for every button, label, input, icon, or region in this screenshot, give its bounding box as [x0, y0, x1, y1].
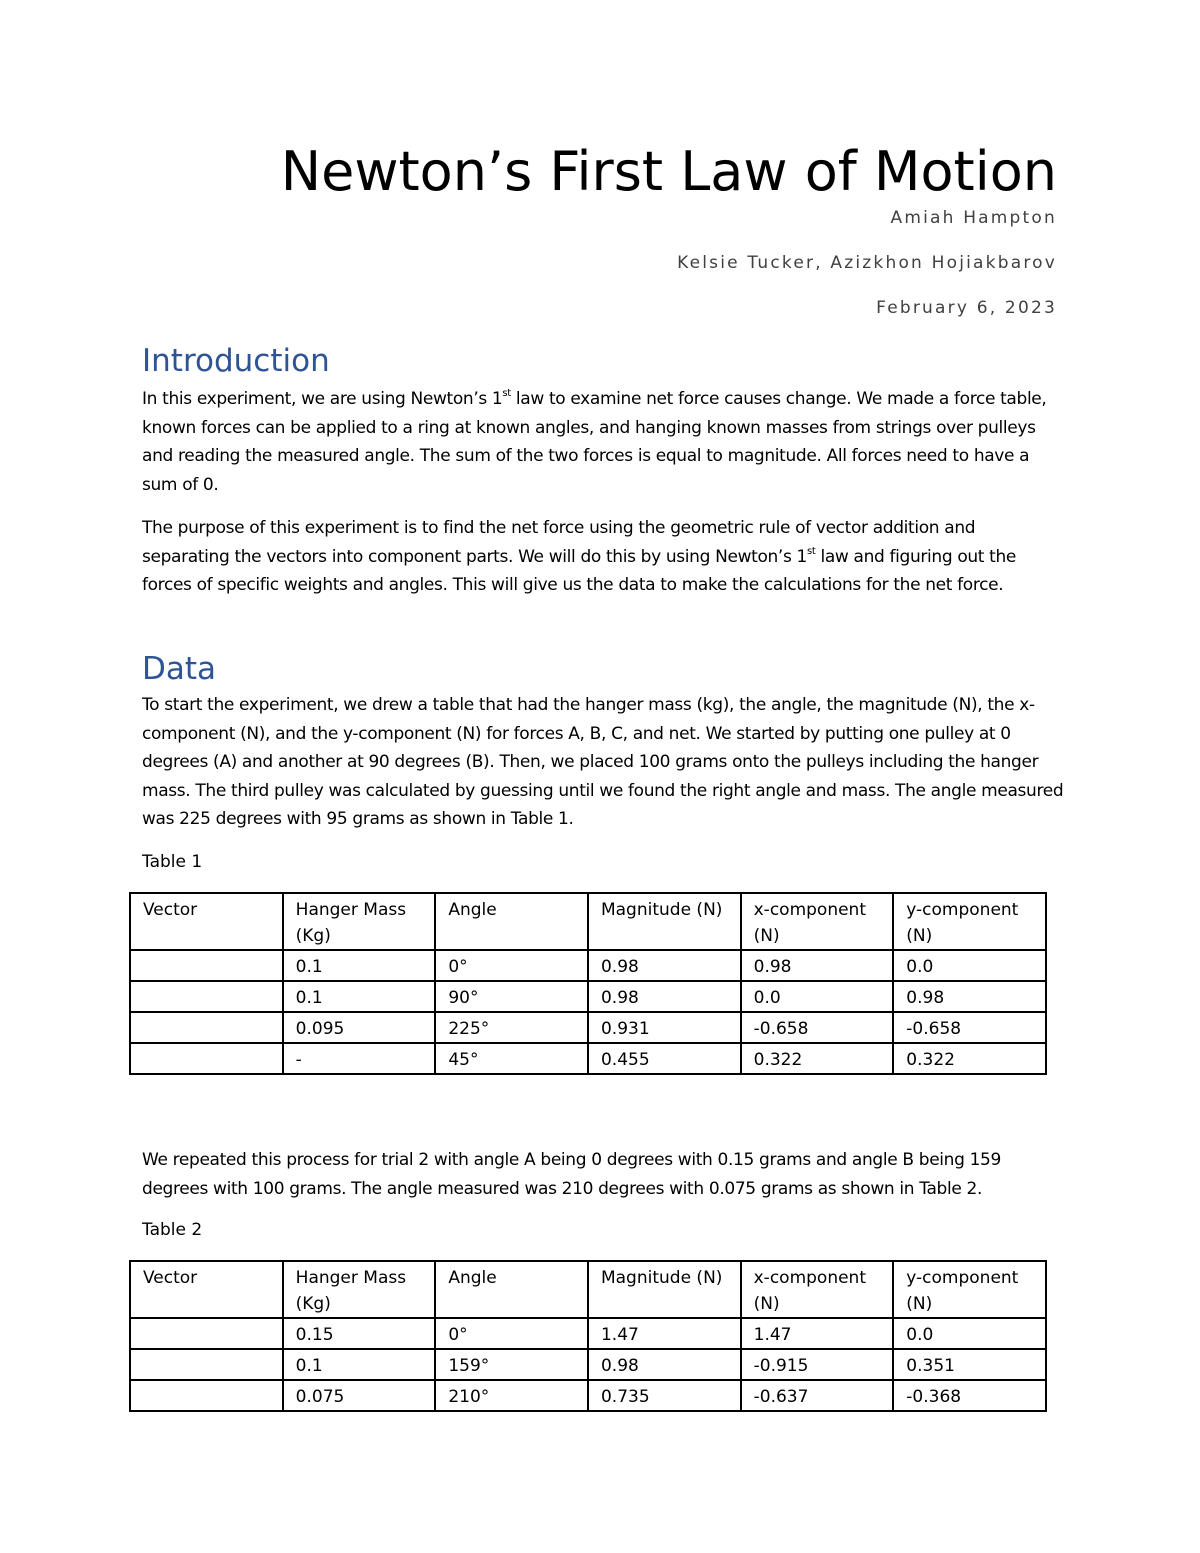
table-cell: -0.915 [741, 1349, 894, 1380]
table-cell: 0.98 [893, 981, 1046, 1012]
table-cell: 210° [435, 1380, 588, 1411]
table-cell: - [283, 1043, 436, 1074]
header-cell: Magnitude (N) [588, 1261, 741, 1318]
page-title: Newton’s First Law of Motion [280, 140, 1057, 203]
table-cell: 0.322 [741, 1043, 894, 1074]
table-cell: -0.637 [741, 1380, 894, 1411]
table-cell: 0.735 [588, 1380, 741, 1411]
table-cell: 0.98 [588, 1349, 741, 1380]
data-paragraph-2: We repeated this process for trial 2 with angle A being 0 degrees with 0.15 grams and angle B being 159 degrees with 100 grams. The angle measured was 210 degrees with 0.075 grams as shown in Table 2. [142, 1150, 1001, 1199]
p1-superscript: st [502, 388, 511, 400]
header-cell: Angle [435, 893, 588, 950]
table-cell: 1.47 [741, 1318, 894, 1349]
lab-partners: Kelsie Tucker, Azizkhon Hojiakbarov [677, 253, 1057, 273]
table-cell: 0.322 [893, 1043, 1046, 1074]
header-cell: y-component (N) [893, 893, 1046, 950]
table-cell [130, 1012, 283, 1043]
table-2-caption: Table 2 [142, 1220, 203, 1240]
table-cell: 1.47 [588, 1318, 741, 1349]
table-cell: 45° [435, 1043, 588, 1074]
header-cell: x-component (N) [741, 1261, 894, 1318]
header-cell: Hanger Mass (Kg) [283, 1261, 436, 1318]
introduction-heading: Introduction [142, 343, 330, 379]
p2-text-b: law and figuring out the forces of specific weights and angles. This will give us the data to make the calculations for the net force. [142, 546, 1017, 595]
table-cell: 0.075 [283, 1380, 436, 1411]
table-cell [130, 981, 283, 1012]
header-cell: Vector [130, 893, 283, 950]
table-cell: 0.1 [283, 1349, 436, 1380]
p2-superscript: st [807, 545, 816, 557]
table-cell: 0.1 [283, 981, 436, 1012]
table-cell: 0.15 [283, 1318, 436, 1349]
table-cell: 0.351 [893, 1349, 1046, 1380]
table-cell: 0.98 [741, 950, 894, 981]
author-name: Amiah Hampton [890, 208, 1057, 228]
table-cell [130, 1349, 283, 1380]
table-header-row [130, 1261, 1046, 1318]
header-cell: Hanger Mass (Kg) [283, 893, 436, 950]
introduction-paragraph-2 [142, 514, 1067, 600]
table-cell: 0.98 [588, 950, 741, 981]
table-cell: -0.658 [741, 1012, 894, 1043]
table-cell [130, 1318, 283, 1349]
table-cell: 0° [435, 950, 588, 981]
header-cell: y-component (N) [893, 1261, 1046, 1318]
table-cell: -0.658 [893, 1012, 1046, 1043]
table-row [130, 1349, 1046, 1380]
table-cell: 0.0 [893, 1318, 1046, 1349]
header-cell: x-component (N) [741, 893, 894, 950]
table-row [130, 1012, 1046, 1043]
table-cell: 0.98 [588, 981, 741, 1012]
p1-text-a: In this experiment, we are using Newton’s 1 [142, 389, 503, 409]
table-cell [130, 1043, 283, 1074]
table-cell: 0.1 [283, 950, 436, 981]
header-cell: Angle [435, 1261, 588, 1318]
table-1-caption: Table 1 [142, 852, 203, 872]
table-row [130, 1318, 1046, 1349]
table-row [130, 950, 1046, 981]
report-date: February 6, 2023 [876, 298, 1057, 318]
table-row [130, 1043, 1046, 1074]
table-cell: 0° [435, 1318, 588, 1349]
header-cell: Vector [130, 1261, 283, 1318]
table-cell: 0.931 [588, 1012, 741, 1043]
table-1 [129, 892, 1047, 1075]
table-header-row [130, 893, 1046, 950]
table-cell: 0.0 [741, 981, 894, 1012]
table-2 [129, 1260, 1047, 1412]
table-cell: 225° [435, 1012, 588, 1043]
p2-text-a: The purpose of this experiment is to find the net force using the geometric rule of vector addition and separating the vectors into component parts. We will do this by using Newton’s 1 [142, 518, 976, 567]
p1-text-b: law to examine net force causes change. We made a force table, known forces can be applied to a ring at known angles, and hanging known masses from strings over pulleys and reading the measured angle. The sum of the two forces is equal to magnitude. All forces need to have a sum of 0. [142, 389, 1047, 495]
data-heading: Data [142, 651, 217, 687]
table-row [130, 1380, 1046, 1411]
table-cell: -0.368 [893, 1380, 1046, 1411]
table-cell: 90° [435, 981, 588, 1012]
table-cell [130, 950, 283, 981]
data-paragraph-1: To start the experiment, we drew a table that had the hanger mass (kg), the angle, the magnitude (N), the x-component (N), and the y-component (N) for forces A, B, C, and net. We started by putting one pulley at 0 degrees (A) and another at 90 degrees (B). Then, we placed 100 grams onto the pulleys including the hanger mass. The third pulley was calculated by guessing until we found the right angle and mass. The angle measured was 225 degrees with 95 grams as shown in Table 1. [142, 695, 1064, 829]
table-cell [130, 1380, 283, 1411]
table-cell: 0.0 [893, 950, 1046, 981]
table-cell: 0.095 [283, 1012, 436, 1043]
header-cell: Magnitude (N) [588, 893, 741, 950]
introduction-paragraph-1 [142, 385, 1067, 499]
table-row [130, 981, 1046, 1012]
table-cell: 0.455 [588, 1043, 741, 1074]
table-cell: 159° [435, 1349, 588, 1380]
